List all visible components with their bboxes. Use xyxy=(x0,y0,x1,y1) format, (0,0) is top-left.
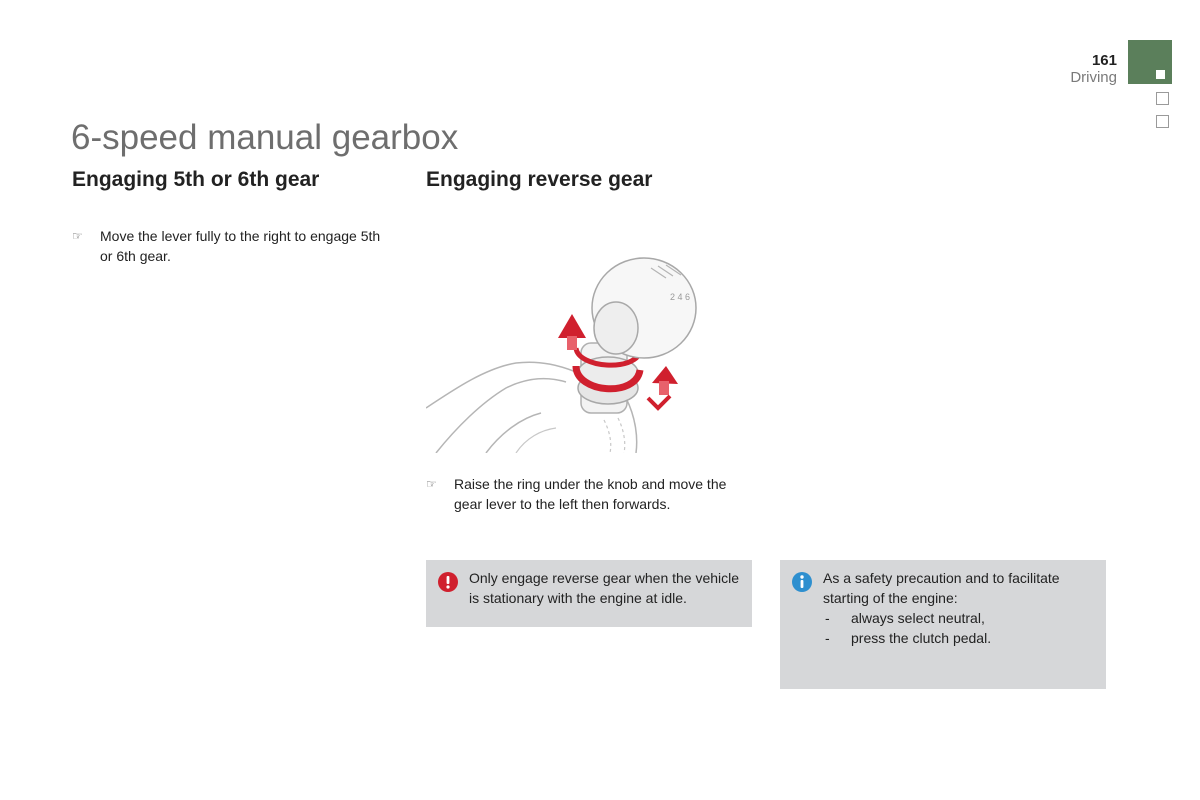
list-item: - press the clutch pedal. xyxy=(825,630,992,646)
info-text xyxy=(823,568,1096,648)
heading-reverse-gear: Engaging reverse gear xyxy=(426,168,653,191)
knob-gear-numbers: 2 4 6 xyxy=(670,292,691,302)
section-tab-active xyxy=(1128,40,1172,84)
page-title: 6-speed manual gearbox xyxy=(71,118,459,157)
instruction-text: Raise the ring under the knob and move the gear lever to the left then forwards. xyxy=(454,476,727,512)
warning-icon xyxy=(438,572,458,592)
pointing-hand-icon: ☞ xyxy=(72,229,83,243)
heading-5th-6th-gear: Engaging 5th or 6th gear xyxy=(72,168,320,191)
pointing-hand-icon: ☞ xyxy=(426,477,437,491)
section-tab-box xyxy=(1156,115,1169,128)
section-name: Driving xyxy=(1070,69,1117,86)
info-intro: As a safety precaution and to facilitate starting of the engine: xyxy=(823,570,1060,606)
arrow-up-icon xyxy=(558,314,586,338)
gear-knob-illustration xyxy=(426,248,716,453)
info-icon xyxy=(792,572,812,592)
instruction-text: Move the lever fully to the right to engage 5th or 6th gear. xyxy=(100,228,381,264)
warning-note xyxy=(426,560,752,627)
tab-indicator-dot xyxy=(1156,70,1165,79)
section-tab-box xyxy=(1156,92,1169,105)
page-number: 161 xyxy=(1091,52,1117,69)
info-note xyxy=(780,560,1106,689)
info-list xyxy=(823,608,1096,648)
warning-text: Only engage reverse gear when the vehicle is stationary with the engine at idle. xyxy=(469,570,740,606)
list-item: - always select neutral, xyxy=(825,610,985,626)
